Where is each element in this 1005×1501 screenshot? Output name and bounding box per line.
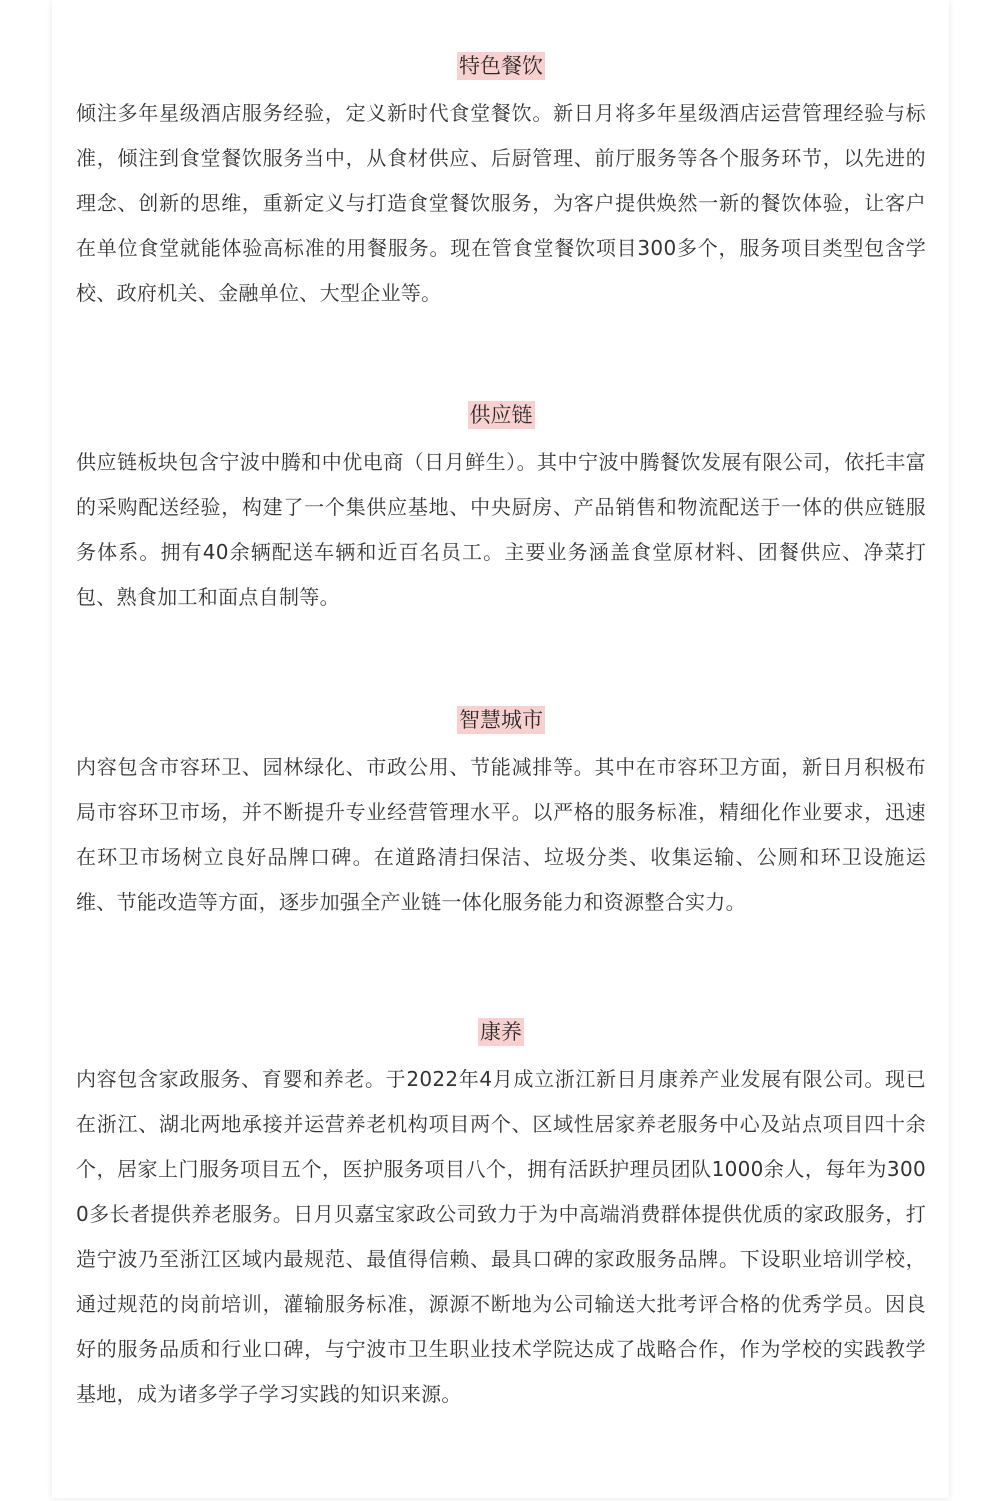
section-supply-chain — [76, 395, 926, 620]
section-text-catering: 倾注多年星级酒店服务经验，定义新时代食堂餐饮。新日月将多年星级酒店运营管理经验与标准，倾注到食堂餐饮服务当中，从食材供应、后厨管理、前厅服务等各个服务环节，以先进的理念、创新的思维，重新定义与打造食堂餐饮服务，为客户提供焕然一新的餐饮体验，让客户在单位食堂就能体验高标准的用餐服务。现在管食堂餐饮项目300多个，服务项目类型包含学校、政府机关、金融单位、大型企业等。 — [76, 101, 926, 305]
section-title-supply-chain: 供应链 — [469, 403, 533, 428]
section-title-smart-city: 智慧城市 — [459, 708, 543, 733]
section-heading-row — [76, 1012, 926, 1052]
section-heading-row — [76, 700, 926, 740]
section-title-catering: 特色餐饮 — [459, 54, 543, 79]
section-text-smart-city: 内容包含市容环卫、园林绿化、市政公用、节能减排等。其中在市容环卫方面，新日月积极布局市容环卫市场，并不断提升专业经营管理水平。以严格的服务标准，精细化作业要求，迅速在环卫市场树立良好品牌口碑。在道路清扫保洁、垃圾分类、收集运输、公厕和环卫设施运维、节能改造等方面，逐步加强全产业链一体化服务能力和资源整合实力。 — [76, 755, 926, 914]
section-catering — [76, 46, 926, 316]
section-text-supply-chain: 供应链板块包含宁波中腾和中优电商（日月鲜生）。其中宁波中腾餐饮发展有限公司，依托丰富的采购配送经验，构建了一个集供应基地、中央厨房、产品销售和物流配送于一体的供应链服务体系。拥有40余辆配送车辆和近百名员工。主要业务涵盖食堂原材料、团餐供应、净菜打包、熟食加工和面点自制等。 — [76, 450, 926, 609]
article-content — [76, 46, 926, 1496]
section-heading-row — [76, 395, 926, 435]
section-text-elderly-care: 内容包含家政服务、育婴和养老。于2022年4月成立浙江新日月康养产业发展有限公司。现已在浙江、湖北两地承接并运营养老机构项目两个、区域性居家养老服务中心及站点项目四十余个，居家上门服务项目五个，医护服务项目八个，拥有活跃护理员团队1000余人，每年为3000多长者提供养老服务。日月贝嘉宝家政公司致力于为中高端消费群体提供优质的家政服务，打造宁波乃至浙江区域内最规范、最值得信赖、最具口碑的家政服务品牌。下设职业培训学校，通过规范的岗前培训，灌输服务标准，源源不断地为公司输送大批考评合格的优秀学员。因良好的服务品质和行业口碑，与宁波市卫生职业技术学院达成了战略合作，作为学校的实践教学基地，成为诸多学子学习实践的知识来源。 — [76, 1067, 926, 1406]
section-title-elderly-care: 康养 — [480, 1020, 522, 1045]
section-heading-row — [76, 46, 926, 86]
section-smart-city — [76, 700, 926, 925]
section-elderly-care — [76, 1012, 926, 1417]
article-page — [52, 0, 949, 1498]
